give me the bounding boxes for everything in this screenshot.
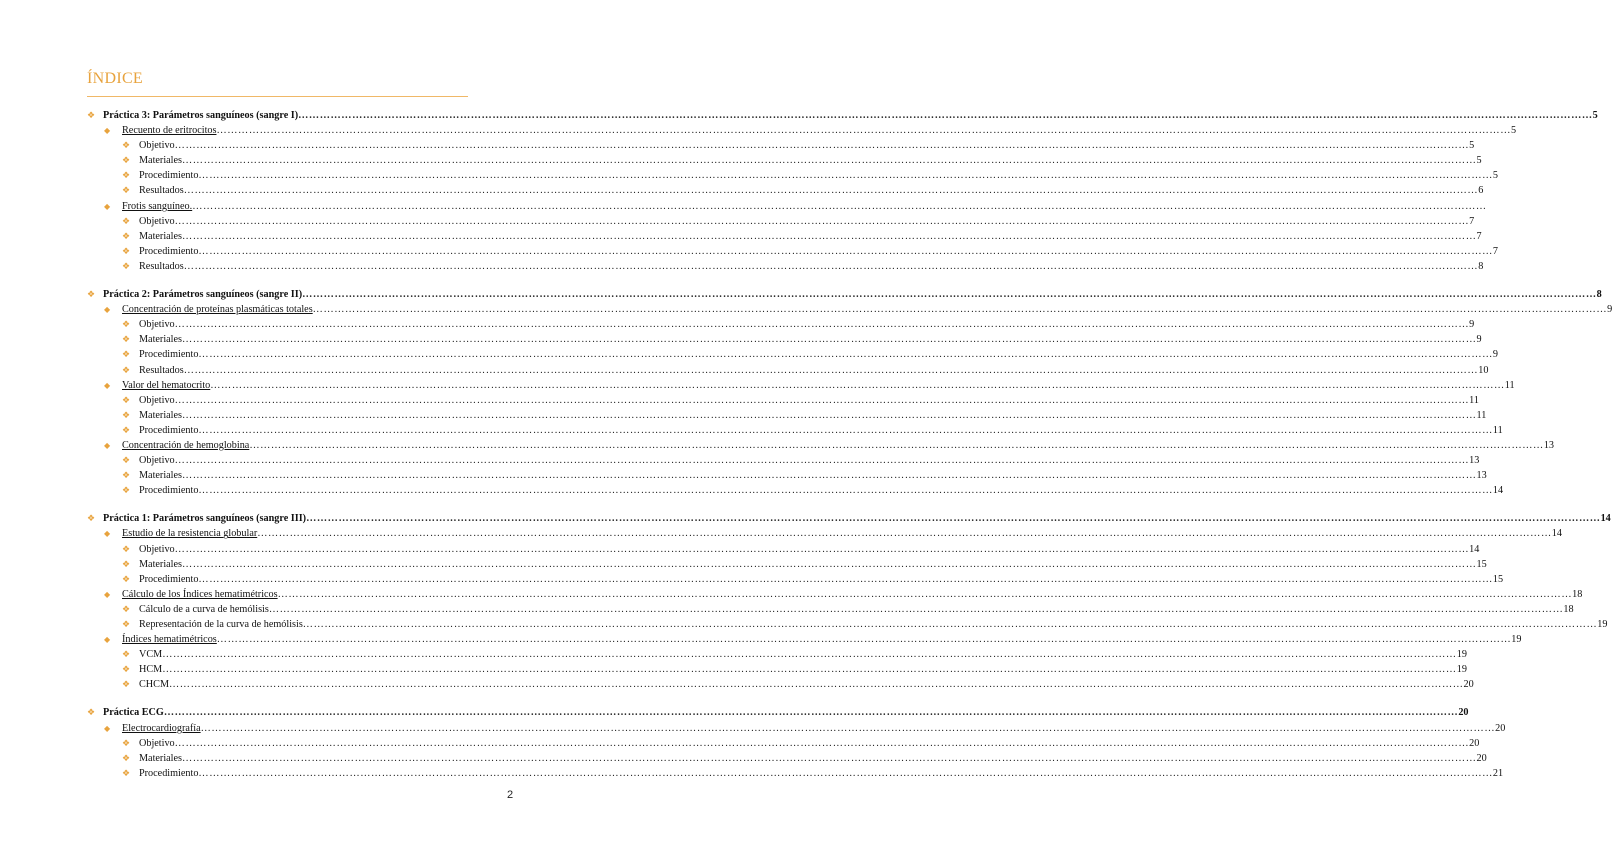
diamond-bullet-icon: ❖	[122, 737, 131, 748]
toc-entry[interactable]	[139, 259, 1484, 274]
toc-item[interactable]	[0, 317, 1475, 332]
toc-entry-page: 13	[1543, 439, 1554, 451]
toc-entry-label: Procedimiento	[139, 573, 199, 585]
toc-entry-label: Objetivo	[139, 319, 175, 331]
toc-entry[interactable]	[139, 617, 1608, 632]
toc-entry-page: 20	[1476, 752, 1487, 764]
dot-leader: ………………………………………………………………………………………………………………………………………………………………………………………………………………………………………………………………………………………………………………………………	[174, 455, 1470, 467]
toc-entry-label: Recuento de eritrocitos	[122, 125, 217, 137]
toc-entry-page: 11	[1476, 409, 1487, 421]
toc-entry-label: Concentración de proteínas plasmáticas totales	[122, 304, 313, 316]
toc-entry-page: 11	[1492, 424, 1503, 436]
section-gap	[0, 692, 599, 705]
toc-item[interactable]	[0, 468, 1487, 483]
dot-leader: ………………………………………………………………………………………………………………………………………………………………………………………………………………………………………………………………………………………………………………………………	[163, 707, 1459, 719]
diamond-bullet-icon: ❖	[122, 679, 131, 690]
page-number: 2	[507, 789, 514, 801]
dot-leader: ………………………………………………………………………………………………………………………………………………………………………………………………………………………………………………………………………………………………………………………………	[182, 409, 1477, 421]
toc-entry-label: Materiales	[139, 230, 182, 242]
toc-entry-label: Práctica 3: Parámetros sanguíneos (sangre I)	[103, 110, 299, 121]
toc-entry[interactable]	[103, 108, 1598, 123]
dot-leader: ………………………………………………………………………………………………………………………………………………………………………………………………………………………………………………………………………………………………………………………………	[302, 619, 1598, 630]
toc-item[interactable]	[0, 483, 1504, 498]
toc-entry[interactable]	[139, 229, 1482, 244]
toc-entry[interactable]	[139, 138, 1475, 153]
dot-leader: ………………………………………………………………………………………………………………………………………………………………………………………………………………………………………………………………………………………………………………………………	[216, 634, 1512, 646]
toc-entry-page: 7	[1469, 215, 1475, 227]
diamond-small-bullet-icon: ◆	[104, 201, 111, 211]
toc-entry[interactable]	[139, 214, 1475, 229]
toc-topic[interactable]	[0, 123, 1517, 138]
toc-entry-page: 18	[1572, 588, 1583, 600]
diamond-bullet-icon: ❖	[122, 364, 131, 375]
diamond-small-bullet-icon: ◆	[104, 529, 111, 539]
toc-entry-page: 21	[1492, 767, 1504, 779]
toc-entry-label: Materiales	[139, 752, 182, 764]
toc-entry[interactable]	[122, 123, 1517, 138]
dot-leader: ………………………………………………………………………………………………………………………………………………………………………………………………………………………………………………………………………………………………………………………………	[302, 289, 1597, 301]
toc-topic[interactable]	[0, 721, 1506, 736]
toc-entry-label: Resultados	[139, 364, 184, 376]
toc-entry[interactable]	[139, 244, 1499, 259]
toc-entry[interactable]	[139, 168, 1499, 183]
toc-entry-label: Materiales	[139, 155, 182, 167]
toc-section-heading[interactable]	[0, 705, 1469, 720]
toc-entry[interactable]	[139, 347, 1499, 362]
toc-entry-label: Procedimiento	[139, 170, 199, 182]
toc-entry[interactable]	[139, 468, 1487, 483]
toc-entry-label: Objetivo	[139, 737, 175, 749]
toc-item[interactable]	[0, 393, 1479, 408]
toc-entry-page: 9	[1492, 349, 1499, 361]
toc-entry-label: Objetivo	[139, 543, 175, 555]
dot-leader: ………………………………………………………………………………………………………………………………………………………………………………………………………………………………………………………………………………………………………………………………	[216, 125, 1511, 137]
toc-entry-page: 10	[1478, 364, 1489, 376]
diamond-bullet-icon: ❖	[87, 289, 96, 300]
dot-leader: ………………………………………………………………………………………………………………………………………………………………………………………………………………………………………………………………………………………………………………………………	[277, 588, 1573, 600]
toc-entry[interactable]	[139, 766, 1504, 781]
toc-item[interactable]	[0, 453, 1480, 468]
toc-entry-label: Frotis sanguíneo.	[122, 200, 193, 212]
dot-leader: ………………………………………………………………………………………………………………………………………………………………………………………………………………………………………………………………………………………………………………………………	[298, 110, 1593, 121]
toc-entry[interactable]	[122, 438, 1554, 453]
toc-entry-page: 8	[1596, 289, 1602, 301]
toc-entry-page: 18	[1563, 603, 1574, 615]
toc-entry-label: Práctica 1: Parámetros sanguíneos (sangre III)	[103, 513, 307, 525]
toc-entry-label: CHCM	[139, 679, 170, 691]
toc-entry-page: 15	[1476, 558, 1487, 570]
toc-entry[interactable]	[122, 302, 1612, 317]
dot-leader: ………………………………………………………………………………………………………………………………………………………………………………………………………………………………………………………………………………………………………………………………	[198, 170, 1493, 182]
dot-leader: ………………………………………………………………………………………………………………………………………………………………………………………………………………………………………………………………………………………………………………………………	[268, 603, 1564, 615]
toc-entry-label: Objetivo	[139, 394, 175, 406]
toc-entry-label: Materiales	[139, 470, 182, 482]
toc-entry-label: Electrocardiografía	[122, 722, 201, 734]
toc-entry-page: 13	[1469, 455, 1480, 467]
diamond-small-bullet-icon: ◆	[104, 440, 111, 450]
dot-leader: ………………………………………………………………………………………………………………………………………………………………………………………………………………………………………………………………………………………………………………………………	[198, 424, 1493, 436]
toc-entry-label: HCM	[139, 664, 163, 676]
diamond-bullet-icon: ❖	[122, 767, 131, 778]
dot-leader: ………………………………………………………………………………………………………………………………………………………………………………………………………………………………………………………………………………………………………………………………	[174, 215, 1470, 227]
toc-entry[interactable]	[103, 705, 1469, 720]
dot-leader: ………………………………………………………………………………………………………………………………………………………………………………………………………………………………………………………………………………………………………………………………	[162, 649, 1457, 661]
section-gap	[0, 498, 599, 511]
toc-item[interactable]	[0, 347, 1499, 362]
toc-entry[interactable]	[139, 647, 1467, 662]
toc-entry-page: 5	[1469, 140, 1475, 152]
toc-item[interactable]	[0, 138, 1475, 153]
diamond-small-bullet-icon: ◆	[104, 305, 111, 315]
toc-entry[interactable]	[122, 199, 1487, 214]
toc-item[interactable]	[0, 766, 1504, 781]
toc-entry-label: Resultados	[139, 260, 184, 272]
toc-section	[0, 287, 1612, 498]
diamond-small-bullet-icon: ◆	[104, 723, 111, 733]
toc-item[interactable]	[0, 153, 1482, 168]
page-title: ÍNDICE	[87, 70, 144, 87]
toc-entry-label: Índices hematimétricos	[122, 634, 217, 646]
toc-entry-label: Concentración de hemoglobina	[122, 439, 250, 451]
diamond-bullet-icon: ❖	[87, 513, 96, 524]
diamond-bullet-icon: ❖	[122, 334, 131, 345]
diamond-bullet-icon: ❖	[87, 707, 96, 718]
dot-leader: ………………………………………………………………………………………………………………………………………………………………………………………………………………………………………………………………………………………………………………………………	[198, 573, 1493, 585]
diamond-bullet-icon: ❖	[122, 394, 131, 405]
toc-item[interactable]	[0, 183, 1484, 198]
dot-leader: ………………………………………………………………………………………………………………………………………………………………………………………………………………………………………………………………………………………………………………………………	[192, 200, 1487, 212]
dot-leader: ………………………………………………………………………………………………………………………………………………………………………………………………………………………………………………………………………………………………………………………………	[174, 543, 1470, 555]
toc-entry-page: 19	[1456, 664, 1467, 676]
diamond-bullet-icon: ❖	[122, 470, 131, 481]
dot-leader: ………………………………………………………………………………………………………………………………………………………………………………………………………………………………………………………………………………………………………………………………	[198, 485, 1493, 497]
toc-entry[interactable]	[103, 511, 1611, 526]
toc-entry[interactable]	[122, 526, 1562, 541]
toc-entry[interactable]	[139, 393, 1479, 408]
toc-entry-label: Objetivo	[139, 215, 175, 227]
dot-leader: ………………………………………………………………………………………………………………………………………………………………………………………………………………………………………………………………………………………………………………………………	[198, 767, 1493, 779]
diamond-bullet-icon: ❖	[122, 752, 131, 763]
toc-entry-label: Práctica ECG	[103, 707, 164, 719]
toc-item[interactable]	[0, 557, 1487, 572]
toc-entry-page: 9	[1476, 334, 1482, 346]
toc-entry-label: Cálculo de los Índices hematimétricos	[122, 588, 278, 600]
toc-section-heading[interactable]	[0, 287, 1602, 302]
toc-entry[interactable]	[139, 736, 1480, 751]
toc-entry-page: 14	[1492, 485, 1504, 497]
toc-entry-page: 19	[1597, 619, 1608, 630]
dot-leader: ………………………………………………………………………………………………………………………………………………………………………………………………………………………………………………………………………………………………………………………………	[174, 140, 1470, 152]
dot-leader: ………………………………………………………………………………………………………………………………………………………………………………………………………………………………………………………………………………………………………………………………	[198, 349, 1493, 361]
diamond-bullet-icon: ❖	[122, 424, 131, 435]
toc-entry-page: 20	[1458, 707, 1469, 719]
diamond-bullet-icon: ❖	[122, 230, 131, 241]
toc-item[interactable]	[0, 214, 1475, 229]
toc-item[interactable]	[0, 363, 1489, 378]
dot-leader: ………………………………………………………………………………………………………………………………………………………………………………………………………………………………………………………………………………………………………………………………	[182, 334, 1477, 346]
toc-entry[interactable]	[122, 721, 1506, 736]
diamond-small-bullet-icon: ◆	[104, 589, 111, 599]
toc-entry[interactable]	[139, 557, 1487, 572]
toc-entry-label: Estudio de la resistencia globular	[122, 528, 258, 540]
toc-entry-label: Procedimiento	[139, 767, 199, 779]
title-divider	[87, 96, 468, 97]
diamond-bullet-icon: ❖	[122, 155, 131, 166]
diamond-bullet-icon: ❖	[122, 543, 131, 554]
toc-section	[0, 705, 1506, 780]
dot-leader: ………………………………………………………………………………………………………………………………………………………………………………………………………………………………………………………………………………………………………………………………	[162, 664, 1457, 676]
toc-entry-page: 7	[1492, 245, 1499, 257]
toc-item[interactable]	[0, 617, 1608, 632]
dot-leader: ………………………………………………………………………………………………………………………………………………………………………………………………………………………………………………………………………………………………………………………………	[182, 470, 1477, 482]
dot-leader: ………………………………………………………………………………………………………………………………………………………………………………………………………………………………………………………………………………………………………………………………	[182, 558, 1477, 570]
toc-entry[interactable]	[103, 287, 1602, 302]
toc-entry[interactable]	[139, 408, 1487, 423]
diamond-bullet-icon: ❖	[122, 558, 131, 569]
diamond-bullet-icon: ❖	[122, 215, 131, 226]
toc-entry-page: 14	[1551, 528, 1562, 540]
diamond-small-bullet-icon: ◆	[104, 380, 111, 390]
toc-entry-page: 19	[1511, 634, 1522, 646]
toc-topic[interactable]	[0, 587, 1583, 602]
toc-topic[interactable]	[0, 378, 1515, 393]
diamond-small-bullet-icon: ◆	[104, 635, 111, 645]
toc-entry[interactable]	[139, 363, 1489, 378]
diamond-bullet-icon: ❖	[122, 664, 131, 675]
toc-item[interactable]	[0, 647, 1467, 662]
toc-entry[interactable]	[139, 542, 1480, 557]
toc-entry-page: 15	[1492, 573, 1504, 585]
toc-item[interactable]	[0, 751, 1487, 766]
toc-section-heading[interactable]	[0, 511, 1611, 526]
toc-entry-label: Procedimiento	[139, 424, 199, 436]
toc-topic[interactable]	[0, 526, 1562, 541]
dot-leader: ………………………………………………………………………………………………………………………………………………………………………………………………………………………………………………………………………………………………………………………………	[169, 679, 1464, 691]
toc-entry-page: 9	[1469, 319, 1475, 331]
toc-topic[interactable]	[0, 438, 1554, 453]
toc-entry-page: 7	[1476, 230, 1482, 242]
toc-entry-page: 11	[1469, 394, 1479, 406]
dot-leader: ………………………………………………………………………………………………………………………………………………………………………………………………………………………………………………………………………………………………………………………………	[257, 528, 1552, 540]
toc-section-heading[interactable]	[0, 108, 1598, 123]
toc-item[interactable]	[0, 168, 1499, 183]
toc-item[interactable]	[0, 572, 1504, 587]
toc-item[interactable]	[0, 244, 1499, 259]
toc-entry-page: 11	[1504, 379, 1515, 391]
toc-item[interactable]	[0, 542, 1480, 557]
toc-entry[interactable]	[139, 317, 1475, 332]
toc-topic[interactable]	[0, 199, 1487, 214]
dot-leader: ………………………………………………………………………………………………………………………………………………………………………………………………………………………………………………………………………………………………………………………………	[182, 752, 1477, 764]
toc-entry[interactable]	[139, 153, 1482, 168]
toc-entry[interactable]	[139, 662, 1467, 677]
toc-entry-label: Práctica 2: Parámetros sanguíneos (sangre II)	[103, 289, 303, 301]
diamond-bullet-icon: ❖	[122, 409, 131, 420]
toc-entry-page: 20	[1495, 722, 1506, 734]
toc-entry-label: Cálculo de a curva de hemólisis	[139, 603, 269, 615]
dot-leader: ………………………………………………………………………………………………………………………………………………………………………………………………………………………………………………………………………………………………………………………………	[210, 379, 1505, 391]
toc-topic[interactable]	[0, 302, 1612, 317]
toc-entry[interactable]	[139, 677, 1474, 692]
table-of-contents	[0, 108, 1612, 781]
toc-entry-page: 8	[1478, 260, 1484, 272]
diamond-bullet-icon: ❖	[122, 319, 131, 330]
toc-entry-page: 19	[1456, 649, 1467, 661]
toc-entry-label: Objetivo	[139, 455, 175, 467]
toc-entry[interactable]	[139, 602, 1574, 617]
toc-entry[interactable]	[122, 378, 1515, 393]
toc-entry-page: 20	[1469, 737, 1480, 749]
diamond-bullet-icon: ❖	[122, 603, 131, 614]
toc-item[interactable]	[0, 602, 1574, 617]
toc-entry-page: 5	[1492, 170, 1499, 182]
toc-section	[0, 511, 1611, 692]
toc-item[interactable]	[0, 736, 1480, 751]
toc-entry-label: Resultados	[139, 185, 184, 197]
dot-leader: ………………………………………………………………………………………………………………………………………………………………………………………………………………………………………………………………………………………………………………………………	[174, 319, 1470, 331]
toc-topic[interactable]	[0, 632, 1522, 647]
toc-entry-page: 13	[1476, 470, 1487, 482]
diamond-bullet-icon: ❖	[122, 455, 131, 466]
toc-entry[interactable]	[139, 751, 1487, 766]
diamond-bullet-icon: ❖	[122, 140, 131, 151]
toc-entry-label: Materiales	[139, 409, 182, 421]
toc-item[interactable]	[0, 408, 1487, 423]
dot-leader: ………………………………………………………………………………………………………………………………………………………………………………………………………………………………………………………………………………………………………………………………	[174, 737, 1470, 749]
toc-entry-label: Materiales	[139, 334, 182, 346]
toc-entry-label: VCM	[139, 649, 163, 661]
diamond-bullet-icon: ❖	[122, 260, 131, 271]
dot-leader: ………………………………………………………………………………………………………………………………………………………………………………………………………………………………………………………………………………………………………………………………	[183, 185, 1479, 197]
toc-item[interactable]	[0, 229, 1482, 244]
toc-item[interactable]	[0, 662, 1467, 677]
dot-leader: ………………………………………………………………………………………………………………………………………………………………………………………………………………………………………………………………………………………………………………………………	[182, 230, 1477, 242]
diamond-bullet-icon: ❖	[122, 349, 131, 360]
dot-leader: ………………………………………………………………………………………………………………………………………………………………………………………………………………………………………………………………………………………………………………………………	[182, 155, 1477, 167]
diamond-bullet-icon: ❖	[122, 185, 131, 196]
toc-entry[interactable]	[139, 332, 1482, 347]
toc-item[interactable]	[0, 677, 1474, 692]
diamond-bullet-icon: ❖	[122, 649, 131, 660]
diamond-bullet-icon: ❖	[122, 485, 131, 496]
dot-leader: ………………………………………………………………………………………………………………………………………………………………………………………………………………………………………………………………………………………………………………………………	[249, 439, 1544, 451]
toc-item[interactable]	[0, 259, 1484, 274]
dot-leader: ………………………………………………………………………………………………………………………………………………………………………………………………………………………………………………………………………………………………………………………………	[183, 260, 1479, 272]
diamond-bullet-icon: ❖	[122, 573, 131, 584]
toc-entry-label: Materiales	[139, 558, 182, 570]
dot-leader: ………………………………………………………………………………………………………………………………………………………………………………………………………………………………………………………………………………………………………………………………	[183, 364, 1479, 376]
toc-entry-page: 20	[1463, 679, 1474, 691]
diamond-small-bullet-icon: ◆	[104, 126, 111, 136]
toc-entry[interactable]	[139, 423, 1503, 438]
toc-entry-label: Procedimiento	[139, 485, 199, 497]
dot-leader: ………………………………………………………………………………………………………………………………………………………………………………………………………………………………………………………………………………………………………………………………	[200, 722, 1496, 734]
dot-leader: ………………………………………………………………………………………………………………………………………………………………………………………………………………………………………………………………………………………………………………………………	[306, 513, 1601, 525]
toc-item[interactable]	[0, 423, 1503, 438]
toc-entry-label: Representación de la curva de hemólisis	[139, 619, 303, 630]
toc-section	[0, 108, 1598, 274]
toc-entry-label: Objetivo	[139, 140, 175, 152]
toc-entry[interactable]	[122, 587, 1583, 602]
toc-entry[interactable]	[122, 632, 1522, 647]
toc-entry-page: 14	[1469, 543, 1480, 555]
toc-entry-page: 5	[1592, 110, 1598, 121]
toc-entry-page: 5	[1476, 155, 1482, 167]
toc-entry-label: Procedimiento	[139, 349, 199, 361]
dot-leader: ………………………………………………………………………………………………………………………………………………………………………………………………………………………………………………………………………………………………………………………………	[312, 304, 1608, 316]
toc-entry-page: 5	[1510, 125, 1517, 137]
toc-entry-label: Procedimiento	[139, 245, 199, 257]
section-gap	[0, 274, 599, 287]
toc-item[interactable]	[0, 332, 1482, 347]
dot-leader: ………………………………………………………………………………………………………………………………………………………………………………………………………………………………………………………………………………………………………………………………	[174, 394, 1470, 406]
toc-entry[interactable]	[139, 453, 1480, 468]
toc-entry-page: 9	[1607, 304, 1612, 316]
toc-entry-page: 14	[1600, 513, 1611, 525]
diamond-bullet-icon: ❖	[122, 170, 131, 181]
toc-entry[interactable]	[139, 572, 1504, 587]
toc-entry-page: 6	[1478, 185, 1484, 197]
diamond-bullet-icon: ❖	[122, 245, 131, 256]
toc-entry-label: Valor del hematocrito	[122, 379, 211, 391]
toc-entry[interactable]	[139, 483, 1504, 498]
dot-leader: ………………………………………………………………………………………………………………………………………………………………………………………………………………………………………………………………………………………………………………………………	[198, 245, 1493, 257]
toc-entry[interactable]	[139, 183, 1484, 198]
diamond-bullet-icon: ❖	[87, 110, 96, 120]
diamond-bullet-icon: ❖	[122, 619, 131, 629]
